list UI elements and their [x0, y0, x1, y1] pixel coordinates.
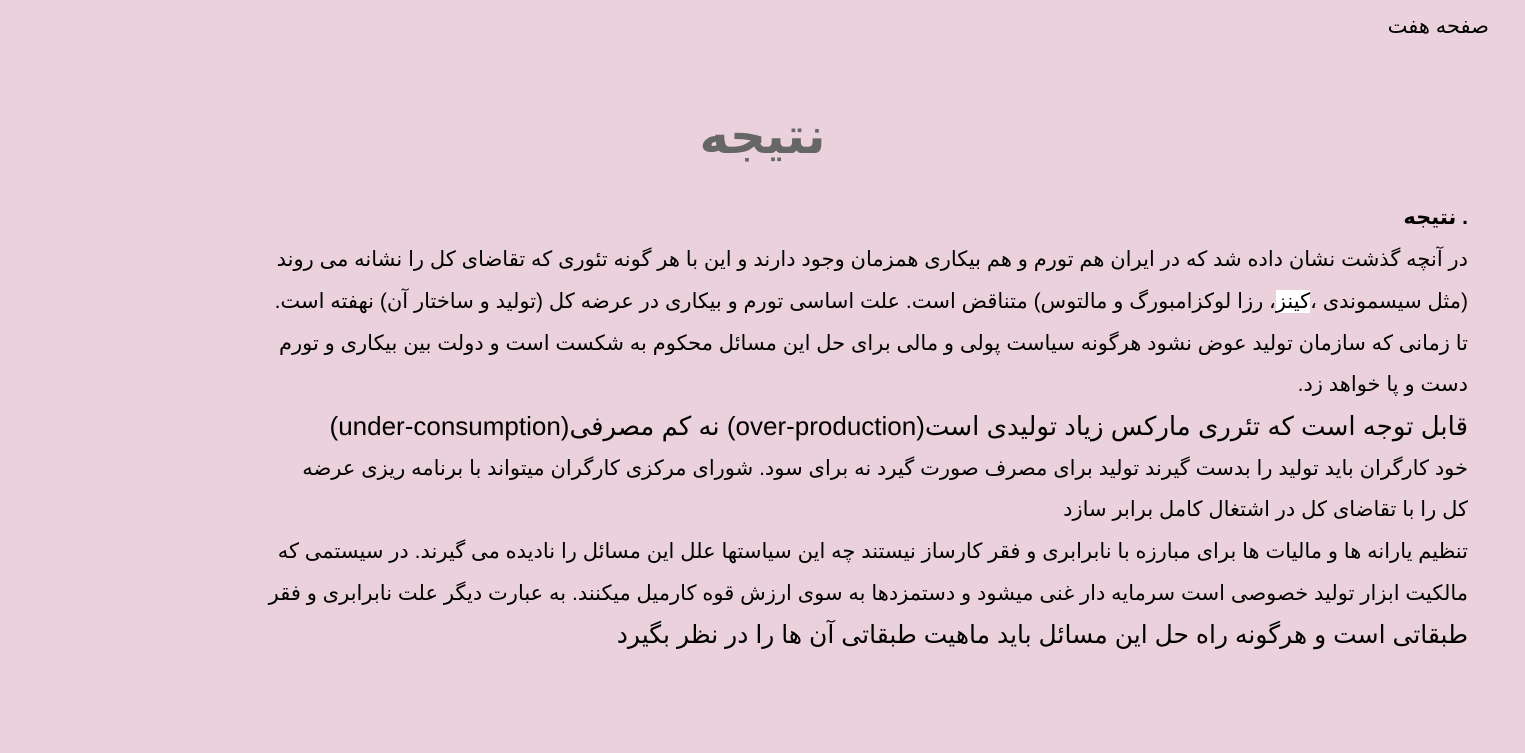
paragraph-line-6: خود کارگران باید تولید را بدست گیرند تولید برای مصرف صورت گیرد نه برای سود. شورای مرکزی کارگران میتواند با برنامه ریزی عرضه: [302, 456, 1468, 480]
paragraph-line-7: کل را با تقاضای کل در اشتغال کامل برابر سازد: [1063, 498, 1468, 522]
paragraph-line-4: دست و پا خواهد زد.: [1297, 373, 1468, 397]
paragraph-line-10: طبقاتی است و هرگونه راه حل این مسائل باید ماهیت طبقاتی آن ها را در نظر بگیرد: [616, 620, 1468, 649]
page-number-label: صفحه هفت: [1387, 15, 1489, 38]
document-body: [56, 197, 1468, 656]
paragraph-line-1: در آنچه گذشت نشان داده شد که در ایران هم تورم و هم بیکاری همزمان وجود دارند و این با هر گونه تئوری که تقاضای کل را نشانه می روند: [276, 248, 1468, 271]
paragraph-line-3: تا زمانی که سازمان تولید عوض نشود هرگونه سیاست پولی و مالی برای حل این مسائل محکوم به شکست است و دولت بین بیکاری و تورم: [278, 331, 1468, 355]
paragraph-line-8: تنظیم یارانه ها و مالیات ها برای مبارزه با نابرابری و فقر کارساز نیستند چه این سیاستها علل این مسائل را نادیده می گیرند. در سیستمی که: [277, 540, 1468, 564]
line-2-text-after: ، رزا لوکزامبورگ و مالتوس) متناقض است. علت اساسی تورم و بیکاری در عرضه کل (تولید و ساختار آن) نهفته است.: [274, 290, 1276, 313]
line-2-text-before: (مثل سیسموندی ،: [1310, 290, 1468, 313]
paragraph-line-9: مالکیت ابزار تولید خصوصی است سرمایه دار غنی میشود و دستمزدها به سوی ارزش قوه کارمیل میکنند. به عبارت دیگر علت نابرابری و فقر: [268, 581, 1468, 605]
section-heading: . نتیجه: [1403, 206, 1468, 229]
paragraph-line-2: [56, 281, 1468, 323]
page-title: نتیجه: [699, 108, 826, 164]
paragraph-line-5: قابل توجه است که تئرری مارکس زیاد تولیدی است(over-production) نه کم مصرفی(under-consumption): [329, 411, 1468, 442]
highlighted-word: کینز: [1275, 290, 1311, 313]
